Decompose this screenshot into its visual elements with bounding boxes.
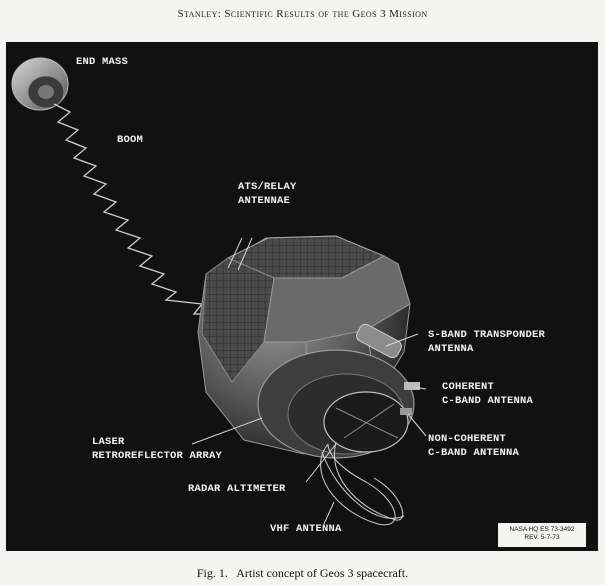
spacecraft-body xyxy=(198,236,420,458)
label-laser-retroreflector xyxy=(92,435,222,463)
label-laser-line-2: RETROREFLECTOR ARRAY xyxy=(92,450,223,462)
label-end-mass: END MASS xyxy=(76,56,129,68)
label-coherent-c-band xyxy=(442,380,533,408)
label-non-coherent-line-2: C-BAND ANTENNA xyxy=(428,447,520,459)
spacecraft-drawing xyxy=(6,42,598,551)
nasa-stamp xyxy=(498,523,586,547)
label-s-band-line-1: S-BAND TRANSPONDER xyxy=(428,329,546,341)
label-non-coherent-line-1: NON-COHERENT xyxy=(428,433,507,445)
label-ats-relay-antennae xyxy=(238,180,297,208)
end-mass-shape xyxy=(12,58,68,110)
spacecraft-illustration xyxy=(6,42,598,551)
label-coherent-line-1: COHERENT xyxy=(442,381,495,393)
stamp-line-2: REV. 5-7-73 xyxy=(524,534,560,541)
label-ats-relay-line-1: ATS/RELAY xyxy=(238,181,297,193)
label-non-coherent-c-band xyxy=(428,432,519,460)
figure-caption: Fig. 1. Artist concept of Geos 3 spacecraft. xyxy=(196,566,409,580)
label-s-band-transponder xyxy=(428,328,545,356)
label-radar-altimeter: RADAR ALTIMETER xyxy=(188,483,286,495)
label-boom: BOOM xyxy=(117,134,144,146)
label-s-band-line-2: ANTENNA xyxy=(428,343,474,355)
label-coherent-line-2: C-BAND ANTENNA xyxy=(442,395,534,407)
leader-line-vhf xyxy=(324,502,334,524)
label-vhf-antenna: VHF ANTENNA xyxy=(270,523,342,535)
label-laser-line-1: LASER xyxy=(92,436,125,448)
stamp-line-1: NASA HQ ES 73-3492 xyxy=(509,526,575,533)
running-head: Stanley: Scientific Results of the Geos 3 Mission xyxy=(177,8,428,20)
label-ats-relay-line-2: ANTENNAE xyxy=(238,195,291,207)
leader-line-noncoherent xyxy=(408,414,426,436)
